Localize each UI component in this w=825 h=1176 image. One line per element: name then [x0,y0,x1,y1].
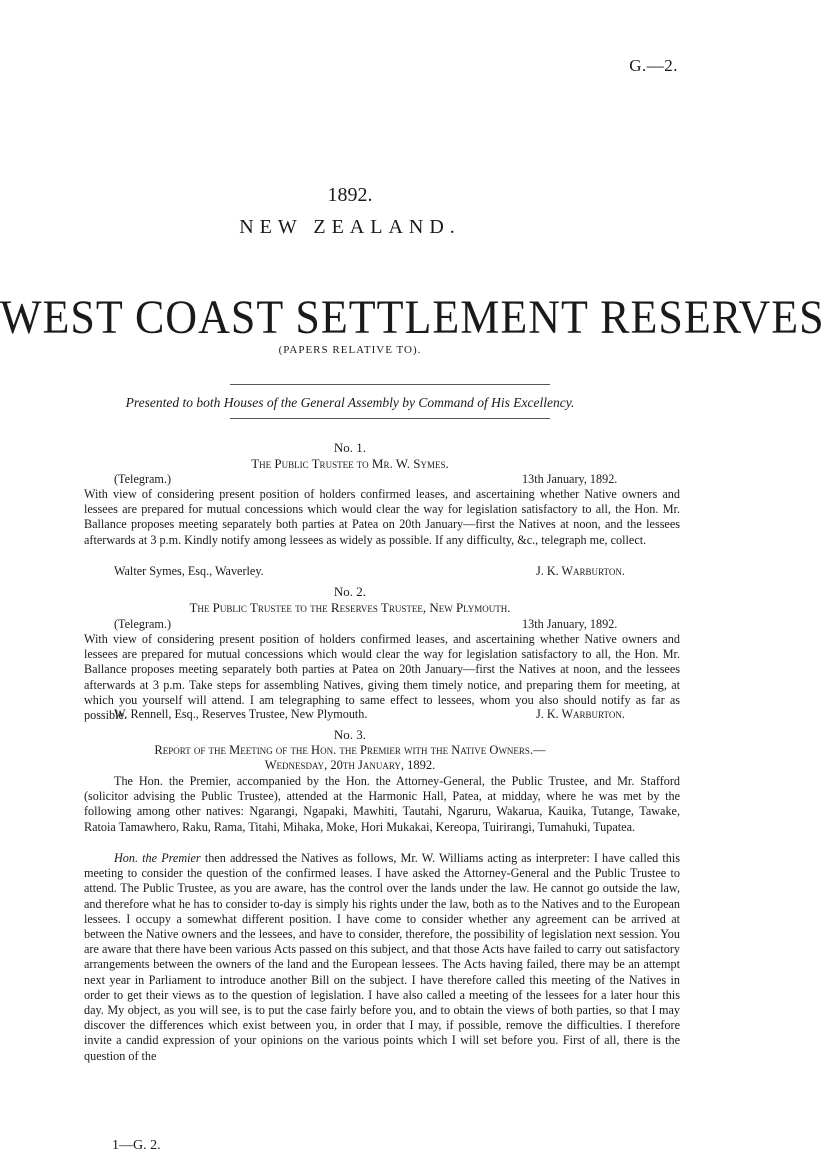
document-subtitle: (PAPERS RELATIVE TO). [278,344,422,356]
doc1-type: (Telegram.) [114,472,172,486]
presented-line: Presented to both Houses of the General Assembly by Command of His Excellency. [125,395,575,410]
doc3-speaker: Hon. the Premier [114,851,201,865]
doc1-addressee: Walter Symes, Esq., Waverley. [114,564,264,578]
rule-top [230,384,550,385]
document-title: WEST COAST SETTLEMENT RESERVES [0,291,825,344]
doc3-speech: then addressed the Natives as follows, Mr. W. Williams acting as interpreter: I have called this meeting to consider the question of the confirmed leases. I have asked the Attorney-General and the Public Trustee to attend. The Public Trustee, as you are aware, has the control over the lands under the law. He cannot go outside the law, and therefore what he has to consider to-day is simply his rights under the law, both as to the Natives and to the European lessees. I occupy a somewhat different position. I have come to consider whether any agreement can be arrived at between the Native owners and the lessees, and have to consider, therefore, the possibility of legislation next session. You are aware that there have been various Acts passed on this subject, and that those Acts have failed to carry out satisfactory arrangements between the owners of the land and the European lessees. The Acts having failed, there may be an attempt next year in Parliament to introduce another Bill on the subject. I have therefore called this meeting of the Natives in order to get their views as to the question of legislation. I have also called a meeting of the lessees for a later hour this day. My object, as you will see, is to put the case fairly before you, and to obtain the views of both parties, so that I may discover the differences which exist between you, in order that I may, if possible, remove the difficulties. I therefore invite a candid expression of your opinions on the various points which I will set before you. First of all, there is the question of the [84,851,681,1063]
doc1-number: No. 1. [333,440,367,455]
year: 1892. [327,184,373,206]
signature-mark: 1—G. 2. [112,1138,161,1153]
page-reference: G.—2. [629,56,678,75]
doc3-heading: Report of the Meeting of the Hon. the Premier with the Native Owners.— [154,743,546,757]
country: NEW ZEALAND. [239,216,461,238]
doc2-number: No. 2. [333,584,367,599]
doc2-addressee: W. Rennell, Esq., Reserves Trustee, New Plymouth. [114,707,368,721]
doc2-heading: The Public Trustee to the Reserves Trustee, New Plymouth. [189,600,511,615]
doc2-date: 13th January, 1892. [522,617,618,631]
doc3-paragraph-1: The Hon. the Premier, accompanied by the Hon. the Attorney-General, the Public Trustee, and Mr. Stafford (solicitor advising the Public Trustee), attended at the Harmonic Hall, Patea, at midday, where he was met by the following among other natives: Ngarangi, Ngapaki, Mawhiti, Tautahi, Ngaruru, Wakarua, Kauika, Tutange, Tawake, Ratoia Tamawhero, Raku, Rama, Titahi, Mihaka, Moke, Hori Mukakai, Kereopa, Tuirirangi, Tumahuki, Tupatea. [84,774,680,834]
doc1-body: With view of considering present position of holders confirmed leases, and ascertaining whether Native owners and lessees are prepared for mutual concessions which would clear the way for legislation satisfactory to all, the Hon. Mr. Ballance proposes meeting separately both parties at Patea on 20th January—first the Natives at noon, and the lessees afterwards at 3 p.m. Kindly notify among lessees as widely as possible. If any difficulty, &c., telegraph me, collect. [84,487,680,547]
doc3-date-heading: Wednesday, 20th January, 1892. [264,758,436,772]
doc1-heading: The Public Trustee to Mr. W. Symes. [251,456,449,471]
doc2-type: (Telegram.) [114,617,172,631]
rule-bottom [230,418,550,419]
doc1-signature: J. K. Warburton. [536,564,625,578]
doc3-paragraph-2 [84,851,680,1064]
doc2-signature: J. K. Warburton. [536,707,625,721]
doc1-date: 13th January, 1892. [522,472,618,486]
doc3-number: No. 3. [333,727,367,742]
doc2-body: With view of considering present position of holders confirmed leases, and ascertaining whether Native owners and lessees are prepared for mutual concessions which would clear the way for legislation satisfactory to all, the Hon. Mr. Ballance proposes meeting separately both parties at Patea on 20th January—first the Natives at noon, and the lessees afterwards at 3 p.m. Take steps for assembling Natives, giving them timely notice, and preparing them for meeting, at which you yourself will attend. I am telegraphing to same effect to lessees, whom you also should notify as far as possible. [84,632,680,723]
